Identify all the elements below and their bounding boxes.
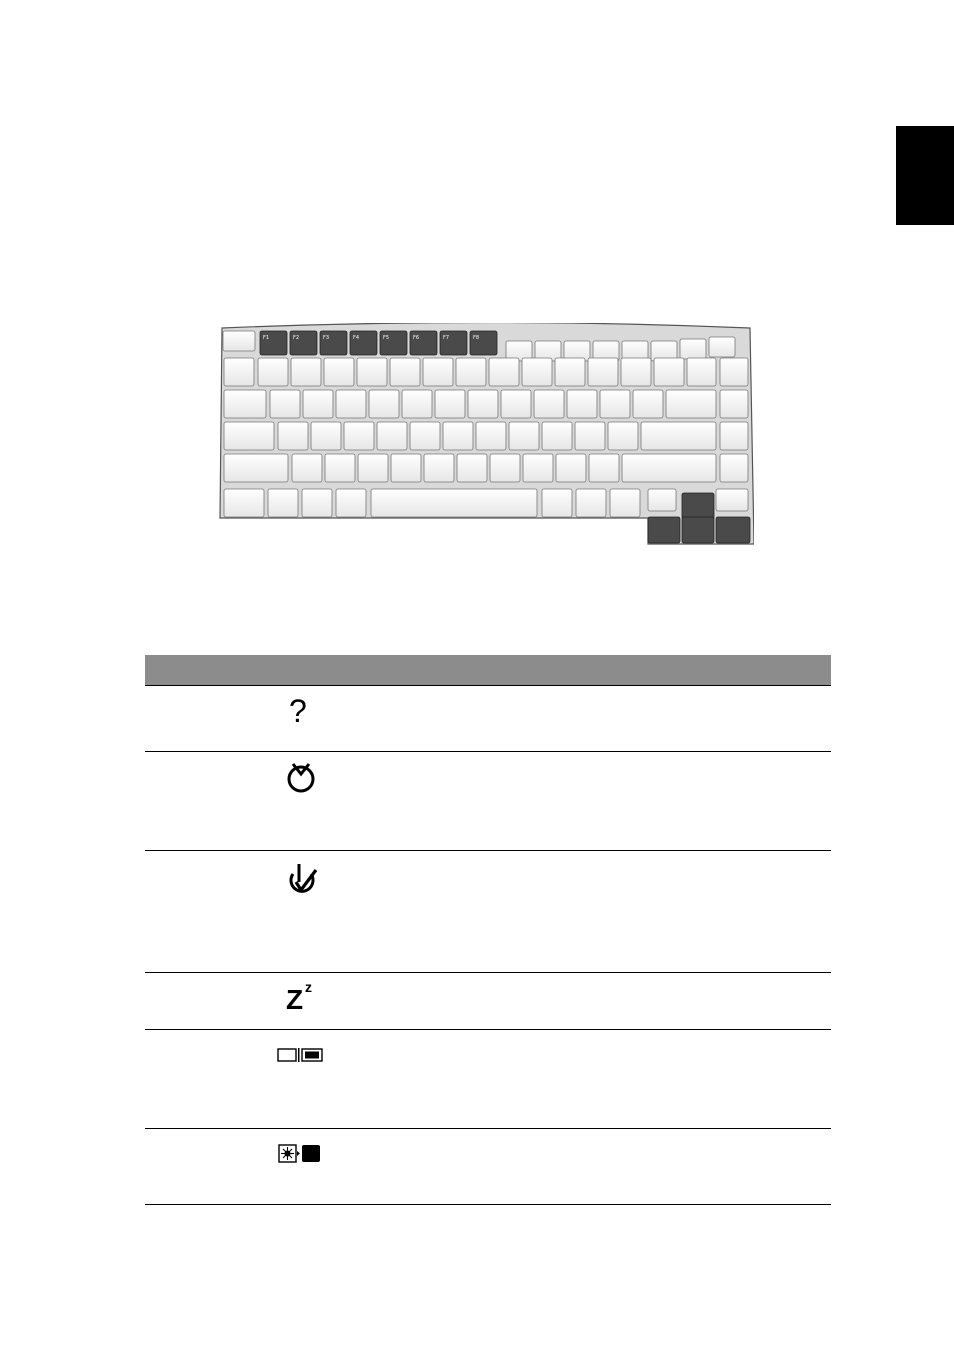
key-bottom xyxy=(716,489,748,511)
key xyxy=(522,358,552,386)
key xyxy=(476,422,506,450)
key-bottom xyxy=(648,489,676,511)
key xyxy=(325,454,355,482)
key-right-col xyxy=(720,422,748,450)
key xyxy=(390,358,420,386)
keyboard-illustration xyxy=(218,323,754,545)
key xyxy=(600,390,630,418)
key xyxy=(542,422,572,450)
fn-key-label: F3 xyxy=(323,335,330,341)
key xyxy=(457,454,487,482)
key xyxy=(292,454,322,482)
key xyxy=(435,390,465,418)
key-row-start xyxy=(224,454,288,482)
key xyxy=(357,358,387,386)
key-right-col xyxy=(720,390,748,418)
row-divider xyxy=(145,1029,831,1030)
fn-key-label: F2 xyxy=(293,335,300,341)
key xyxy=(588,358,618,386)
key xyxy=(575,422,605,450)
key-bottom xyxy=(610,489,640,517)
key-bottom xyxy=(576,489,606,517)
key-row-end xyxy=(687,358,716,386)
key xyxy=(534,390,564,418)
key xyxy=(402,390,432,418)
fn-key-label: F1 xyxy=(263,335,270,341)
display-toggle-icon xyxy=(277,1047,325,1063)
key xyxy=(654,358,684,386)
key xyxy=(621,358,651,386)
key xyxy=(291,358,321,386)
key xyxy=(567,390,597,418)
key xyxy=(555,358,585,386)
key xyxy=(589,454,619,482)
key xyxy=(489,358,519,386)
key xyxy=(258,358,288,386)
fn-key-label: F6 xyxy=(413,335,420,341)
key xyxy=(509,422,539,450)
key xyxy=(490,454,520,482)
system-properties-check-icon xyxy=(284,860,320,900)
key-arrow-right xyxy=(716,517,750,543)
key xyxy=(369,390,399,418)
question-mark-icon: ? xyxy=(289,693,307,729)
row-divider xyxy=(145,972,831,973)
key xyxy=(391,454,421,482)
key-bottom xyxy=(224,489,264,517)
key xyxy=(324,358,354,386)
acer-empowering-icon xyxy=(284,760,318,794)
key xyxy=(377,422,407,450)
fn-key-label: F4 xyxy=(353,335,360,341)
key-arrow-left xyxy=(648,517,680,543)
key xyxy=(523,454,553,482)
key-row-end xyxy=(641,422,716,450)
key-top xyxy=(709,337,735,357)
key xyxy=(358,454,388,482)
fn-key-label: F5 xyxy=(383,335,390,341)
section-tab-marker xyxy=(896,126,954,225)
key-row-end xyxy=(622,454,716,482)
fn-key-label: F8 xyxy=(473,335,480,341)
key-row-end xyxy=(666,390,716,418)
key xyxy=(468,390,498,418)
key-right-col xyxy=(720,358,748,386)
key xyxy=(443,422,473,450)
fn-key-label: F7 xyxy=(443,335,450,341)
screen-blank-icon xyxy=(278,1144,322,1164)
sleep-zz-icon: Z z xyxy=(286,979,312,1015)
key-bottom xyxy=(268,489,298,517)
key xyxy=(344,422,374,450)
key xyxy=(608,422,638,450)
key-row-start xyxy=(224,358,254,386)
key-bottom xyxy=(542,489,572,517)
key xyxy=(336,390,366,418)
row-divider xyxy=(145,685,831,686)
row-divider xyxy=(145,1204,831,1205)
key-bottom xyxy=(336,489,366,517)
key-right-col xyxy=(720,454,748,482)
key xyxy=(278,422,308,450)
table-header-bar xyxy=(145,655,831,685)
key-row-start xyxy=(224,422,274,450)
key xyxy=(303,390,333,418)
key xyxy=(424,454,454,482)
key xyxy=(311,422,341,450)
key-bottom xyxy=(302,489,332,517)
key xyxy=(423,358,453,386)
key-arrow-down xyxy=(682,517,714,543)
key xyxy=(456,358,486,386)
key xyxy=(556,454,586,482)
key xyxy=(501,390,531,418)
key-arrow-up xyxy=(682,493,714,519)
key-top xyxy=(680,339,706,359)
row-divider xyxy=(145,751,831,752)
key-esc xyxy=(223,331,255,351)
key xyxy=(410,422,440,450)
key xyxy=(270,390,300,418)
row-divider xyxy=(145,1128,831,1129)
key-spacebar xyxy=(371,489,537,517)
key xyxy=(633,390,663,418)
key-row-start xyxy=(224,390,266,418)
row-divider xyxy=(145,850,831,851)
